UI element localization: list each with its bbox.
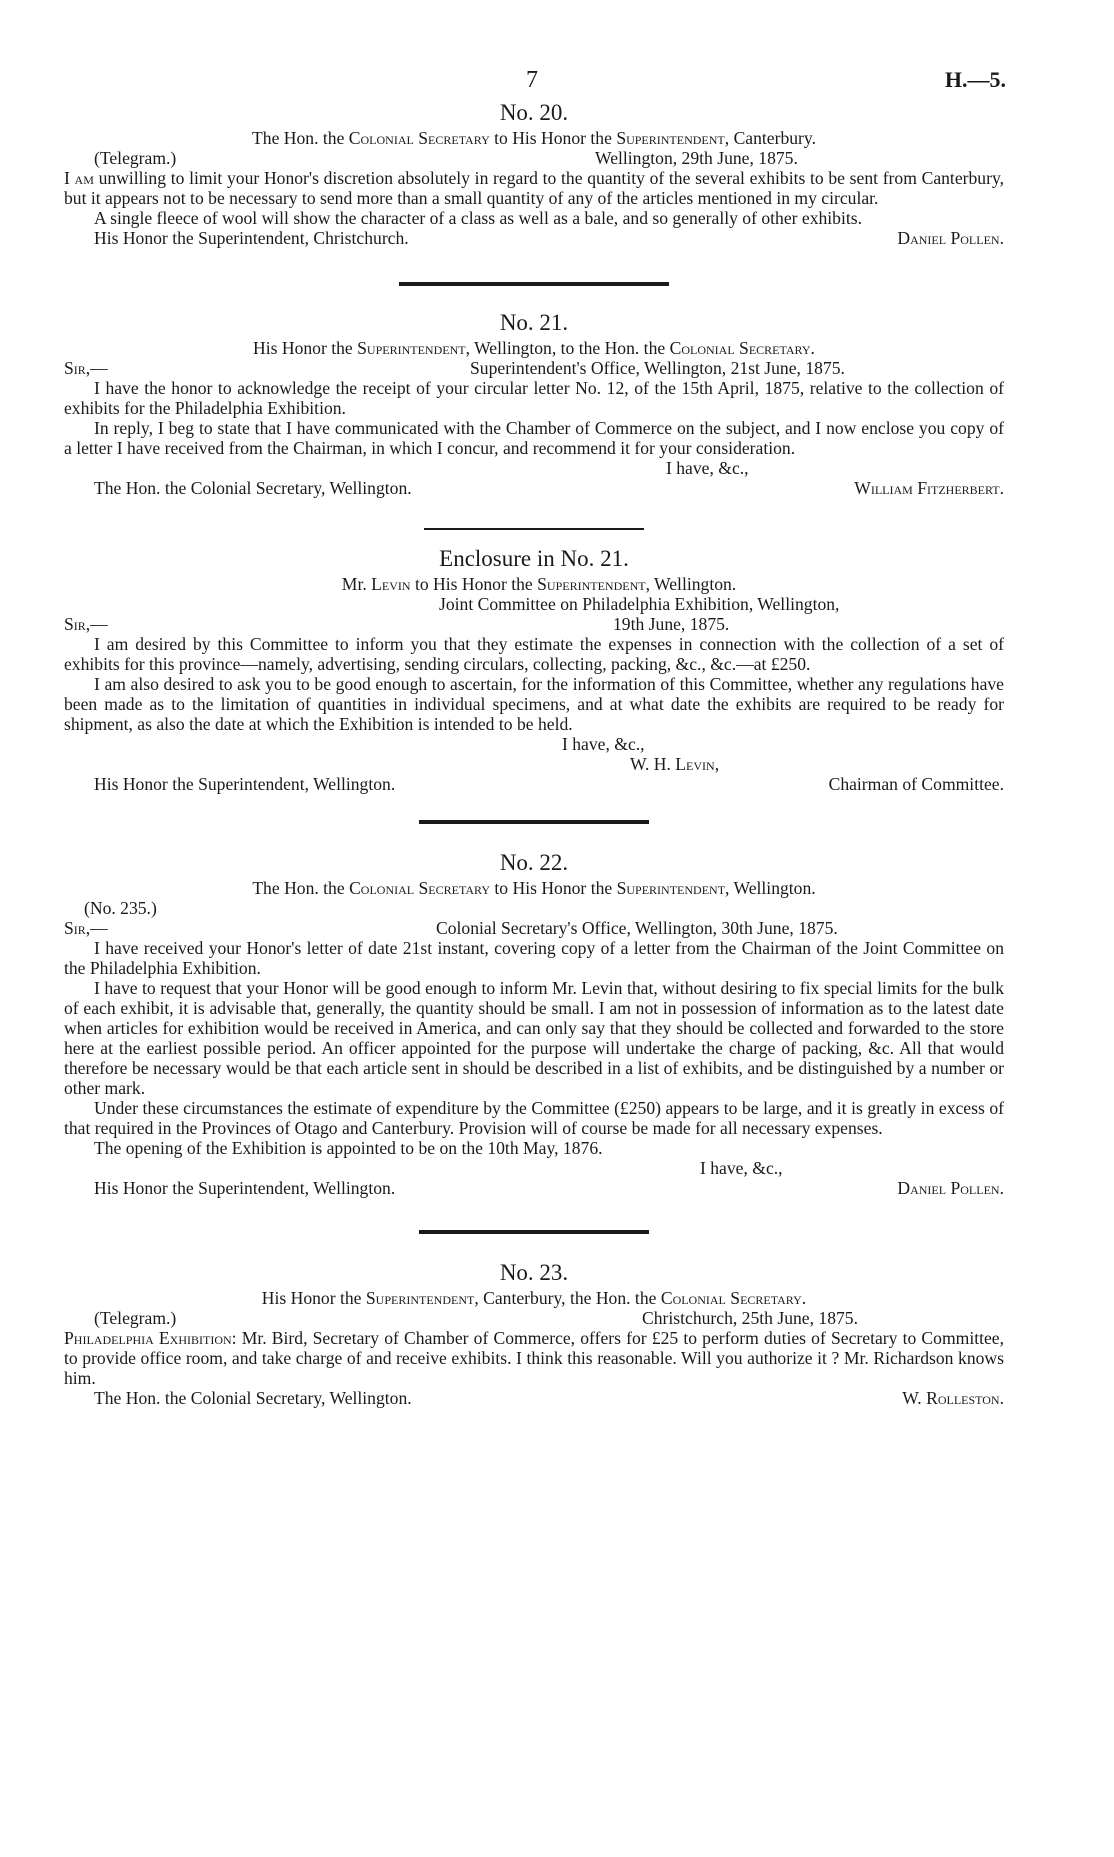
section-enclosure-21 — [64, 544, 1004, 794]
address-line: His Honor the Superintendent, Wellington, to the Hon. the Colonial Secretary. — [253, 338, 815, 358]
telegram-label: (Telegram.) — [94, 148, 177, 168]
address-line: The Hon. the Colonial Secretary to His Honor the Superintendent, Wellington. — [252, 878, 816, 898]
addressee: His Honor the Superintendent, Wellington. — [94, 1178, 396, 1198]
paragraph: I have received your Honor's letter of date 21st instant, covering copy of a letter from the Chairman of the Joint Committee on the Philadelphia Exhibition. — [64, 938, 1004, 978]
address-line: Mr. Levin to His Honor the Superintendent, Wellington. — [341, 574, 737, 594]
signature: William Fitzherbert. — [854, 478, 1004, 498]
meta-line — [64, 148, 1004, 168]
paragraph: In reply, I beg to state that I have communicated with the Chamber of Commerce on the subject, and I now enclose you copy of a letter I have received from the Chairman, in which I concur, and recommend it for your consideration. — [64, 418, 1004, 458]
meta-line — [64, 918, 1004, 938]
salutation: Sir,— — [64, 614, 108, 634]
section-title: No. 22. — [499, 850, 569, 875]
signature-line — [64, 228, 1004, 248]
address-line: The Hon. the Colonial Secretary to His Honor the Superintendent, Canterbury. — [252, 128, 816, 148]
signature: Daniel Pollen. — [897, 228, 1004, 248]
meta-line — [64, 594, 1004, 614]
paragraph: A single fleece of wool will show the character of a class as well as a bale, and so generally of other exhibits. — [94, 208, 862, 228]
place-date: Wellington, 29th June, 1875. — [595, 148, 798, 168]
place-date: Superintendent's Office, Wellington, 21st June, 1875. — [470, 358, 845, 378]
signature-line — [64, 1178, 1004, 1198]
meta-line — [64, 358, 1004, 378]
closing: I have, &c., — [562, 734, 645, 754]
address-line: His Honor the Superintendent, Canterbury, the Hon. the Colonial Secretary. — [261, 1288, 807, 1308]
addressee: The Hon. the Colonial Secretary, Wellington. — [94, 478, 412, 498]
signature: Daniel Pollen. — [897, 1178, 1004, 1198]
closing-line — [64, 734, 1004, 754]
telegram-label: (Telegram.) — [94, 1308, 177, 1328]
meta-line — [64, 1308, 1004, 1328]
paragraph: I am also desired to ask you to be good enough to ascertain, for the information of this Committee, whether any regulations have been made as to the limitation of quantities in individual specimens, and at what date the exhibits are required to be ready for shipment, as also the date at which the Exhibition is intended to be held. — [64, 674, 1004, 734]
place-date: Christchurch, 25th June, 1875. — [642, 1308, 858, 1328]
page-header — [64, 67, 1006, 98]
section-title: Enclosure in No. 21. — [439, 546, 629, 571]
paragraph: Under these circumstances the estimate of expenditure by the Committee (£250) appears to be large, and it is greatly in excess of that required in the Provinces of Otago and Canterbury. Provision will of course be made for all necessary expenses. — [64, 1098, 1004, 1138]
signature-line — [64, 754, 1004, 774]
section-no-21 — [64, 308, 1004, 498]
paragraph: Philadelphia Exhibition: Mr. Bird, Secretary of Chamber of Commerce, offers for £25 to perform duties of Secretary to Committee, to provide office room, and take charge of and receive exhibits. I think this reasonable. Will you authorize it ? Mr. Richardson knows him. — [64, 1328, 1005, 1388]
closing-line — [64, 458, 1004, 478]
closing: I have, &c., — [666, 458, 749, 478]
paragraph: I have the honor to acknowledge the receipt of your circular letter No. 12, of the 15th April, 1875, relative to the collection of exhibits for the Philadelphia Exhibition. — [64, 378, 1004, 418]
signature-title: Chairman of Committee. — [828, 774, 1004, 794]
addressee-line — [64, 774, 1004, 794]
paper-id: H.—5. — [944, 67, 1006, 92]
section-no-20 — [64, 98, 1004, 248]
signature-line — [64, 1388, 1004, 1408]
ref-line — [64, 898, 1004, 918]
document-page — [64, 67, 1006, 1408]
section-title: No. 23. — [499, 1260, 569, 1285]
section-no-22 — [64, 848, 1004, 1198]
paragraph: I am desired by this Committee to inform you that they estimate the expenses in connection with the collection of a set of exhibits for this province—namely, advertising, sending circulars, collecting, packing, &c., &c.—at £250. — [64, 634, 1004, 674]
section-title: No. 20. — [499, 100, 569, 125]
addressee: His Honor the Superintendent, Christchurch. — [94, 228, 409, 248]
salutation: Sir,— — [64, 918, 108, 938]
signature: W. Rolleston. — [902, 1388, 1004, 1408]
section-no-23 — [64, 1258, 1004, 1408]
date: 19th June, 1875. — [613, 614, 730, 634]
paragraph: The opening of the Exhibition is appointed to be on the 10th May, 1876. — [94, 1138, 603, 1158]
addressee: His Honor the Superintendent, Wellington. — [94, 774, 396, 794]
reference-number: (No. 235.) — [84, 898, 157, 918]
addressee: The Hon. the Colonial Secretary, Wellington. — [94, 1388, 412, 1408]
paragraph: I have to request that your Honor will be good enough to inform Mr. Levin that, without desiring to fix special limits for the bulk of each exhibit, it is advisable that, generally, the quantity should be small. I am not in possession of information as to the latest date when articles for exhibition would be received in America, and can only say that they should be collected and forwarded to the store here at the earliest possible period. An officer appointed for the purpose will undertake the charge of packing, &c. All that would therefore be necessary would be that each article sent in should be described in a list of exhibits, and be distinguished by a number or other mark. — [64, 978, 1004, 1098]
place-date: Colonial Secretary's Office, Wellington, 30th June, 1875. — [436, 918, 838, 938]
signature: W. H. Levin, — [630, 754, 720, 774]
meta-line — [64, 614, 1004, 634]
signature-line — [64, 478, 1004, 498]
committee-heading: Joint Committee on Philadelphia Exhibition, Wellington, — [439, 594, 840, 614]
closing-line — [64, 1158, 1004, 1178]
section-title: No. 21. — [499, 310, 569, 335]
paragraph: I am unwilling to limit your Honor's discretion absolutely in regard to the quantity of the several exhibits to be sent from Canterbury, but it appears not to be necessary to send more than a small quantity of any of the articles mentioned in my circular. — [64, 168, 1004, 208]
page-number: 7 — [526, 67, 538, 93]
salutation: Sir,— — [64, 358, 108, 378]
closing: I have, &c., — [700, 1158, 783, 1178]
